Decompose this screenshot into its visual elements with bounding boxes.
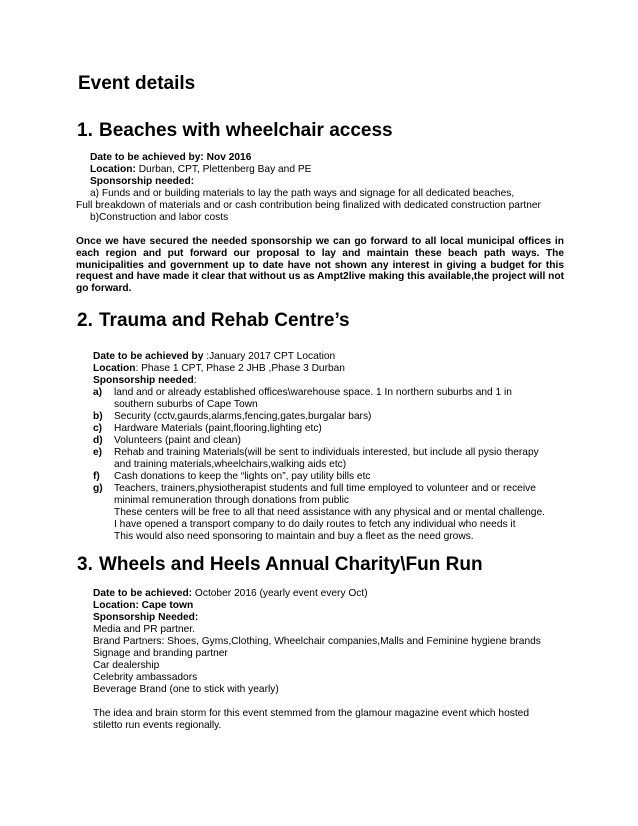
date-label: Date to be achieved: [93, 588, 193, 599]
section-3-date [93, 588, 368, 600]
section-2-note: This would also need sponsoring to maintain and buy a fleet as the need grows. [114, 531, 474, 542]
list-marker: c) [93, 423, 103, 434]
section-3-number: 3. [77, 554, 93, 575]
section-3-paragraph: The idea and brain storm for this event stemmed from the glamour magazine event which hosted stiletto run events regionally. [93, 708, 530, 731]
section-3-item: Celebrity ambassadors [93, 672, 198, 683]
location-value: Durban, CPT, Plettenberg Bay and PE [138, 164, 312, 175]
section-3-item: Beverage Brand (one to stick with yearly) [93, 684, 279, 695]
list-marker: a) [93, 387, 103, 398]
section-1-item: b)Construction and labor costs [90, 212, 229, 223]
page-title: Event details [78, 73, 196, 94]
section-3-item: Brand Partners: Shoes, Gyms,Clothing, Wheelchair companies,Malls and Feminine hygiene brands [93, 636, 541, 647]
list-text: Rehab and training Materials(will be sent to individuals interested, but include all pysio therapy and training materials,wheelchairs,walking aids etc) [114, 447, 539, 470]
date-label: Date to be achieved by: [90, 152, 204, 163]
date-value: :January 2017 CPT Location [206, 351, 336, 362]
location-value: : Phase 1 CPT, Phase 2 JHB ,Phase 3 Durban [135, 363, 345, 374]
section-3-item: Media and PR partner. [93, 624, 195, 635]
list-marker: f) [93, 471, 100, 482]
date-value: October 2016 (yearly event every Oct) [194, 588, 368, 599]
section-3-sponsorship-label: Sponsorship Needed: [93, 612, 199, 623]
section-2-note: I have opened a transport company to do daily routes to fetch any individual who needs it [114, 519, 516, 530]
section-1-location [90, 164, 311, 176]
location-label: Location [93, 363, 136, 374]
location-label: Location: [90, 164, 136, 175]
section-2-number: 2. [77, 310, 93, 331]
section-1-title: Beaches with wheelchair access [99, 120, 393, 141]
list-text: Security (cctv,gaurds,alarms,fencing,gates,burgalar bars) [114, 411, 372, 422]
list-text: Hardware Materials (paint,flooring,lighting etc) [114, 423, 322, 434]
section-1-paragraph: Once we have secured the needed sponsorship we can go forward to all local municipal offices in each region and put forward our proposal to lay and maintain these beach path ways. The municipalities and government up to date have not shown any interest in giving a budget for this request and have made it clear that without us as Ampt2live making this available,the project will not go forward. [76, 236, 564, 295]
section-3-item: Signage and branding partner [93, 648, 228, 659]
list-text: Teachers, trainers,physiotherapist students and full time employed to volunteer and or receive minimal remuneration through donations from public [114, 483, 536, 506]
section-1-date [90, 152, 251, 164]
section-3-title: Wheels and Heels Annual Charity\Fun Run [99, 554, 483, 575]
list-marker: e) [93, 447, 103, 458]
sponsorship-label: Sponsorship needed [93, 375, 194, 386]
date-value: Nov 2016 [206, 152, 252, 163]
list-text: Volunteers (paint and clean) [114, 435, 241, 446]
list-marker: d) [93, 435, 103, 446]
section-2-note: These centers will be free to all that need assistance with any physical and or mental challenge. [114, 507, 545, 518]
section-2-location [93, 363, 345, 375]
section-3-item: Car dealership [93, 660, 160, 671]
section-2-sponsorship [93, 375, 197, 387]
section-2-title: Trauma and Rehab Centre’s [99, 310, 350, 331]
list-text: land and or already established offices\warehouse space. 1 In northern suburbs and 1 in southern suburbs of Cape Town [114, 387, 512, 410]
section-2-date [93, 351, 335, 363]
section-3-location: Location: Cape town [93, 600, 194, 611]
list-marker: g) [93, 483, 103, 494]
date-label: Date to be achieved by [93, 351, 204, 362]
section-1-item: Full breakdown of materials and or cash contribution being finalized with dedicated construction partner [76, 200, 541, 211]
section-2-heading [77, 310, 350, 332]
sponsorship-colon: : [193, 375, 197, 386]
list-text: Cash donations to keep the “lights on”, pay utility bills etc [114, 471, 371, 482]
section-3-heading [77, 554, 483, 576]
section-1-number: 1. [77, 120, 93, 141]
section-1-sponsorship-label: Sponsorship needed: [90, 176, 195, 187]
section-1-heading [77, 120, 393, 142]
section-1-item: a) Funds and or building materials to lay the path ways and signage for all dedicated beaches, [90, 188, 515, 199]
list-marker: b) [93, 411, 103, 422]
